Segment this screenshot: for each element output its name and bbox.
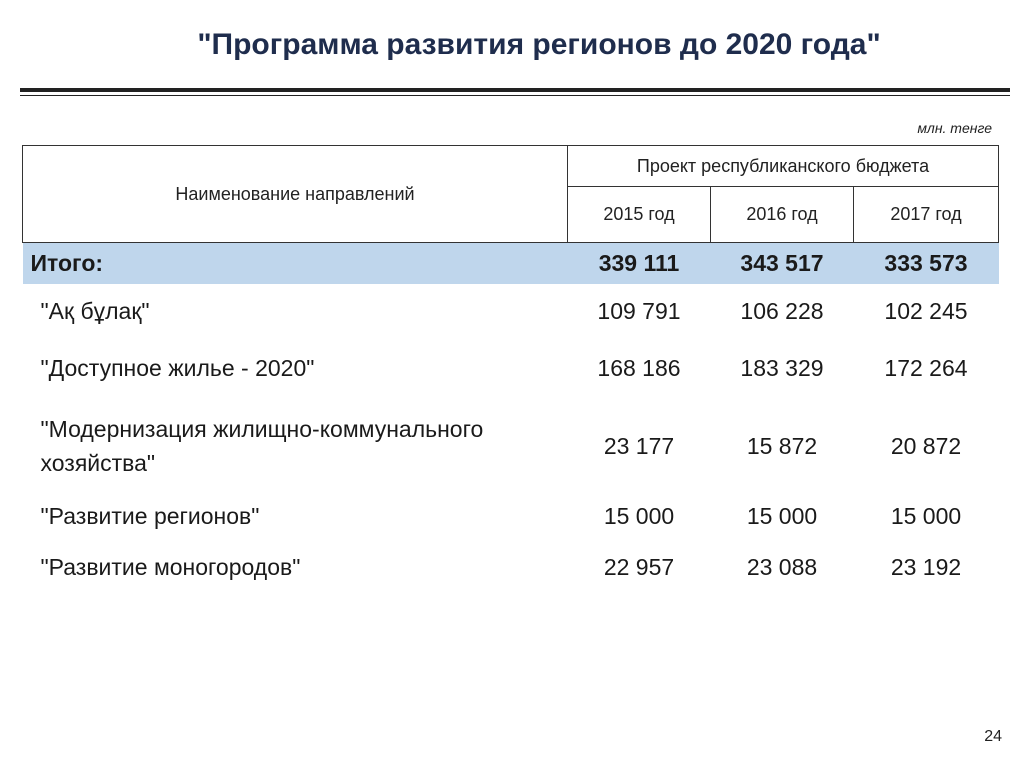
column-header-2017: 2017 год <box>854 187 999 243</box>
total-2017: 333 573 <box>854 243 999 285</box>
row-label: "Развитие регионов" <box>40 503 260 529</box>
page-number: 24 <box>984 728 1002 745</box>
table-row <box>23 338 999 398</box>
row-value-2016: 15 872 <box>746 433 818 459</box>
column-group-header-budget: Проект республиканского бюджета <box>568 146 999 187</box>
column-header-2016: 2016 год <box>711 187 854 243</box>
title-divider-thick <box>20 88 1010 92</box>
table-row <box>23 398 999 494</box>
total-2015: 339 111 <box>568 243 711 285</box>
row-value-2015: 22 957 <box>603 553 675 580</box>
unit-label: млн. тенге <box>917 120 992 136</box>
total-label: Итого: <box>23 243 568 285</box>
column-header-name: Наименование направлений <box>23 146 568 243</box>
row-value-2015: 15 000 <box>603 503 675 529</box>
row-value-2017: 20 872 <box>890 433 962 459</box>
row-value-2017: 23 192 <box>890 553 962 580</box>
row-label: "Ақ бұлақ" <box>40 297 150 324</box>
row-value-2016: 106 228 <box>740 297 824 324</box>
row-value-2015: 23 177 <box>603 433 675 459</box>
row-value-2016: 23 088 <box>746 553 818 580</box>
table-row <box>23 284 999 338</box>
row-label: "Развитие моногородов" <box>40 553 301 580</box>
row-value-2017: 172 264 <box>884 354 968 381</box>
row-value-2016: 183 329 <box>740 354 824 381</box>
budget-table <box>22 145 999 595</box>
total-row <box>23 243 999 285</box>
title-divider-thin <box>20 95 1010 96</box>
table-row <box>23 494 999 539</box>
row-value-2015: 168 186 <box>597 354 681 381</box>
slide-title: "Программа развития регионов до 2020 года" <box>197 28 881 61</box>
row-value-2015: 109 791 <box>597 297 681 324</box>
table-row <box>23 539 999 595</box>
row-label: "Модернизация жилищно-коммунального хозяйства" <box>40 416 484 476</box>
column-header-2015: 2015 год <box>568 187 711 243</box>
total-2016: 343 517 <box>711 243 854 285</box>
row-value-2017: 15 000 <box>890 503 962 529</box>
row-value-2016: 15 000 <box>746 503 818 529</box>
row-label: "Доступное жилье - 2020" <box>40 354 315 381</box>
row-value-2017: 102 245 <box>884 297 968 324</box>
